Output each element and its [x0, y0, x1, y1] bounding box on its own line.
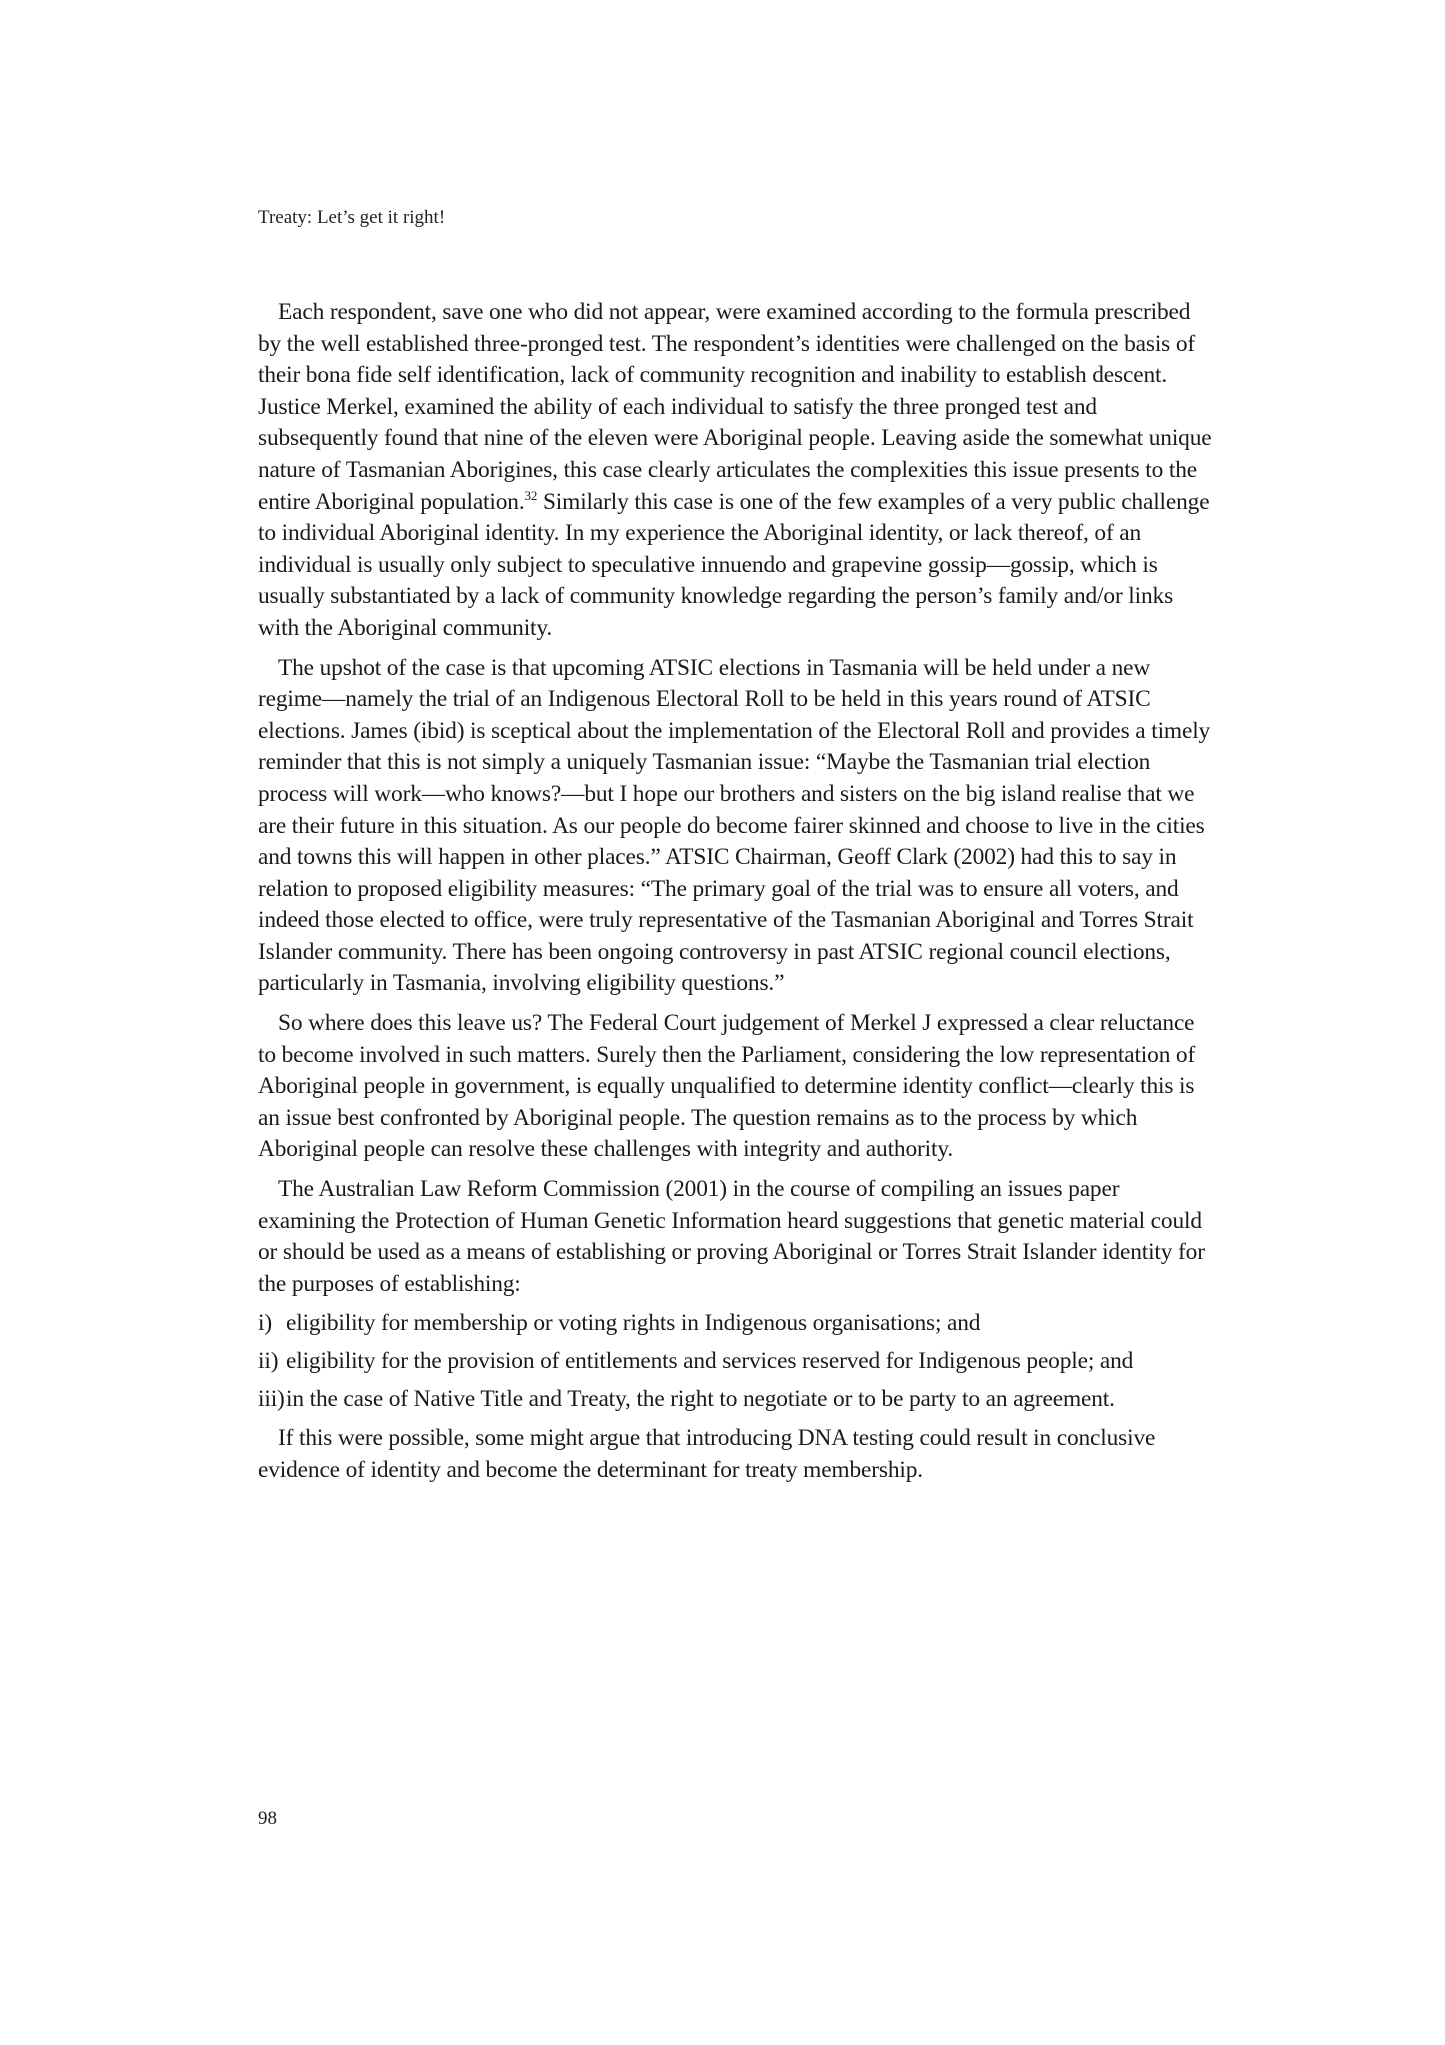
list-marker: ii) [258, 1348, 279, 1374]
list-marker: iii) [258, 1385, 285, 1412]
body-text [258, 297, 1213, 1494]
list-item-text: in the case of Native Title and Treaty, the right to negotiate or to be party to an agreement. [286, 1385, 1115, 1412]
paragraph-1-text: Each respondent, save one who did not appear, were examined according to the formula prescribed by the well established three-pronged test. The respondent’s identities were challenged on the basis of their bona fide self identification, lack of community recognition and inability to establish descent. Justice Merkel, examined the ability of each individual to satisfy the three pronged test and subsequently found that nine of the eleven were Aboriginal people. Leaving aside the somewhat unique nature of Tasmanian Aborigines, this case clearly articulates the complexities this issue presents to the entire Aboriginal population. [258, 299, 1212, 515]
list-item-text: eligibility for the provision of entitlements and services reserved for Indigenous people; and [286, 1348, 1134, 1374]
list-item [258, 1384, 1213, 1416]
purposes-list [258, 1308, 1213, 1415]
list-item [258, 1308, 1213, 1340]
page-number: 98 [258, 1808, 277, 1829]
closing-paragraph: If this were possible, some might argue that introducing DNA testing could result in conclusive evidence of identity and become the determinant for treaty membership. [258, 1425, 1156, 1483]
footnote-reference[interactable]: 32 [524, 487, 538, 503]
paragraph-1-text-continued: Similarly this case is one of the few examples of a very public challenge to individual Aboriginal identity. In my experience the Aboriginal identity, or lack thereof, of an individual is usually only subject to speculative innuendo and grapevine gossip—gossip, which is usually substantiated by a lack of community knowledge regarding the person’s family and/or links with the Aboriginal community. [258, 488, 1210, 641]
list-marker: i) [258, 1310, 272, 1337]
running-header: Treaty: Let’s get it right! [258, 207, 446, 228]
list-item-text: eligibility for membership or voting rights in Indigenous organisations; and [286, 1310, 981, 1337]
list-item [258, 1346, 1213, 1378]
paragraph-4: The Australian Law Reform Commission (2001) in the course of compiling an issues paper examining the Protection of Human Genetic Information heard suggestions that genetic material could or should be used as a means of establishing or proving Aboriginal or Torres Strait Islander identity for the purposes of establishing: [258, 1176, 1205, 1297]
paragraph-1 [258, 297, 1213, 645]
paragraph-2: The upshot of the case is that upcoming ATSIC elections in Tasmania will be held under a new regime—namely the trial of an Indigenous Electoral Roll to be held in this years round of ATSIC elections. James (ibid) is sceptical about the implementation of the Electoral Roll and provides a timely reminder that this is not simply a uniquely Tasmanian issue: “Maybe the Tasmanian trial election process will work—who knows?—but I hope our brothers and sisters on the big island realise that we are their future in this situation. As our people do become fairer skinned and choose to live in the cities and towns this will happen in other places.” ATSIC Chairman, Geoff Clark (2002) had this to say in relation to proposed eligibility measures: “The primary goal of the trial was to ensure all voters, and indeed those elected to office, were truly representative of the Tasmanian Aboriginal and Torres Strait Islander community. There has been ongoing controversy in past ATSIC regional council elections, particularly in Tasmania, involving eligibility questions.” [258, 654, 1211, 997]
paragraph-3: So where does this leave us? The Federal Court judgement of Merkel J expressed a clear reluctance to become involved in such matters. Surely then the Parliament, considering the low representation of Aboriginal people in government, is equally unqualified to determine identity conflict—clearly this is an issue best confronted by Aboriginal people. The question remains as to the process by which Aboriginal people can resolve these challenges with integrity and authority. [258, 1010, 1196, 1163]
